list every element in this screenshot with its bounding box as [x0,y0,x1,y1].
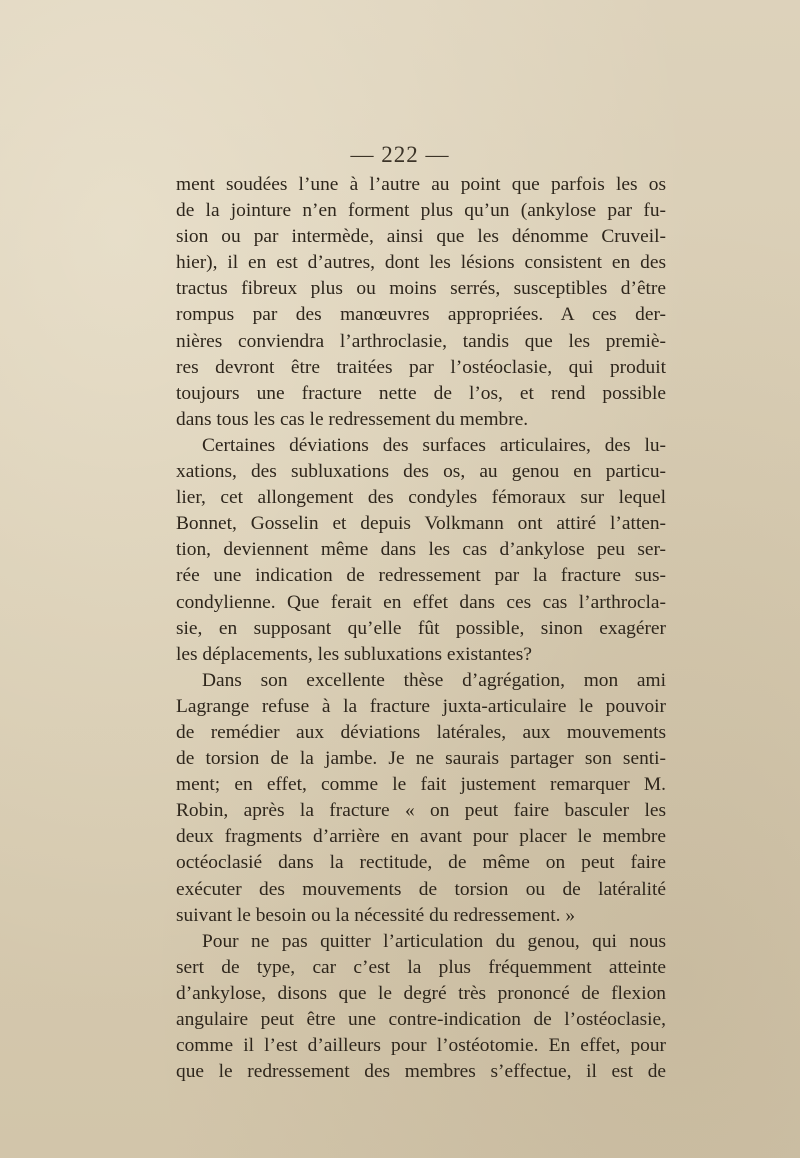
text-line: de la jointure n’en forment plus qu’un (ankylose par fu- [176,200,666,222]
paragraph [176,929,666,1086]
page-number: — 222 — [350,142,450,167]
text-line: suivant le besoin ou la nécessité du redressement. » [176,904,576,926]
text-line: nières conviendra l’arthroclasie, tandis que les premiè- [176,330,666,352]
text-line: comme il l’est d’ailleurs pour l’ostéotomie. En effet, pour [176,1035,666,1057]
text-line: ment soudées l’une à l’autre au point que parfois les os [176,174,666,195]
paragraph [176,433,666,668]
text-line: de torsion de la jambe. Je ne saurais partager son senti- [176,748,666,770]
text-line: Pour ne pas quitter l’articulation du genou, qui nous [202,930,666,952]
text-line: tractus fibreux plus ou moins serrés, susceptibles d’être [176,278,666,300]
text-line: toujours une fracture nette de l’os, et rend possible [176,382,666,404]
text-line: exécuter des mouvements de torsion ou de latéralité [176,878,666,900]
text-line: que le redressement des membres s’effectue, il est de [176,1061,666,1083]
text-line: xations, des subluxations des os, au genou en particu- [176,461,666,483]
text-line: Certaines déviations des surfaces articulaires, des lu- [202,434,666,456]
text-line: les déplacements, les subluxations existantes? [176,643,532,665]
text-line: lier, cet allongement des condyles fémoraux sur lequel [176,487,666,509]
text-line: de remédier aux déviations latérales, aux mouvements [176,721,666,743]
text-line: sert de type, car c’est la plus fréquemment atteinte [176,956,666,978]
text-line: d’ankylose, disons que le degré très prononcé de flexion [176,982,666,1004]
text-line: deux fragments d’arrière en avant pour placer le membre [176,826,666,848]
text-line: octéoclasié dans la rectitude, de même on peut faire [176,852,666,874]
body-text [176,172,666,1085]
text-line: rée une indication de redressement par la fracture sus- [176,565,666,587]
text-line: sion ou par intermède, ainsi que les dénomme Cruveil- [176,226,666,248]
paragraph [176,172,666,433]
text-line: res devront être traitées par l’ostéoclasie, qui produit [176,356,666,378]
paragraph [176,668,666,929]
text-line: Lagrange refuse à la fracture juxta-articulaire le pouvoir [176,695,666,717]
text-line: tion, deviennent même dans les cas d’ankylose peu ser- [176,539,666,561]
text-line: Bonnet, Gosselin et depuis Volkmann ont attiré l’atten- [176,513,666,535]
text-line: sie, en supposant qu’elle fût possible, sinon exagérer [176,617,666,639]
text-line: hier), il en est d’autres, dont les lésions consistent en des [176,252,666,274]
text-line: condylienne. Que ferait en effet dans ces cas l’arthrocla- [176,591,666,613]
text-line: angulaire peut être une contre-indication de l’ostéoclasie, [176,1009,666,1030]
text-line: dans tous les cas le redressement du membre. [176,408,529,430]
text-line: Robin, après la fracture « on peut faire basculer les [176,800,666,822]
text-line: ment; en effet, comme le fait justement remarquer M. [176,774,666,796]
text-line: Dans son excellente thèse d’agrégation, mon ami [202,669,666,691]
text-line: rompus par des manœuvres appropriées. A ces der- [176,304,666,326]
